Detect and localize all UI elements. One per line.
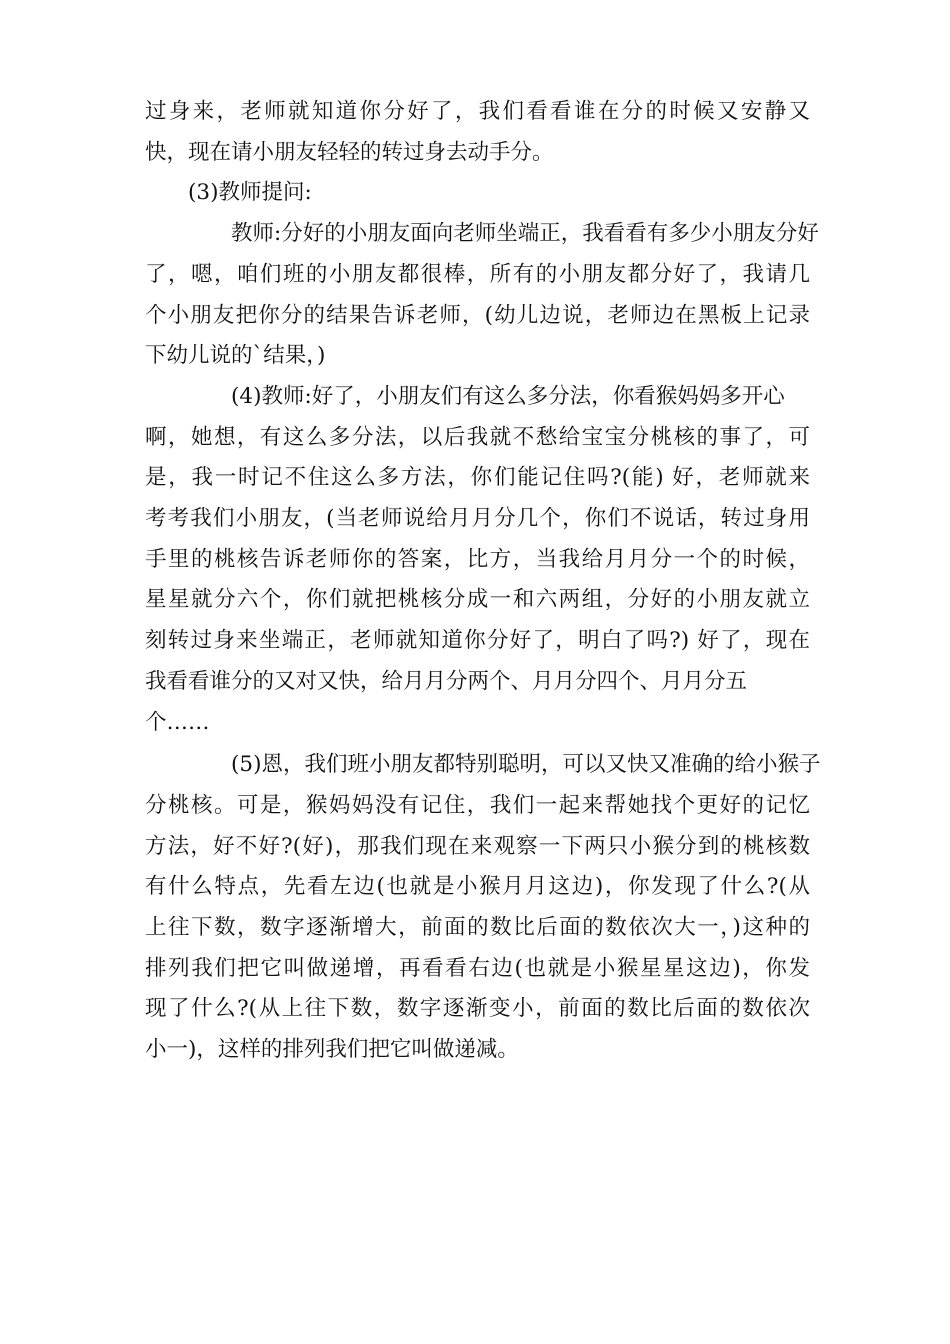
text-line: 过身来，老师就知道你分好了，我们看看谁在分的时候又安静又	[145, 99, 810, 124]
text-line: 小一)，这样的排列我们把它叫做递减。	[145, 1037, 519, 1063]
paragraph-3	[145, 214, 819, 377]
paragraph-4	[145, 377, 810, 743]
text-line: 考考我们小朋友，(当老师说给月月分几个，你们不说话，转过身用	[145, 506, 810, 532]
text-line: (5)恩，我们班小朋友都特别聪明，可以又快又准确的给小猴子	[231, 752, 821, 778]
text-line: 分桃核。可是，猴妈妈没有记住，我们一起来帮她找个更好的记忆	[145, 792, 810, 818]
document-body	[145, 92, 821, 1071]
text-line: 手里的桃核告诉老师你的答案，比方，当我给月月分一个的时候，	[145, 546, 810, 572]
paragraph-1	[145, 92, 810, 173]
text-line: 了，嗯，咱们班的小朋友都很棒，所有的小朋友都分好了，我请几	[145, 261, 810, 287]
text-line: (3)教师提问:	[188, 180, 312, 206]
text-line: 快，现在请小朋友轻轻的转过身去动手分。	[145, 139, 554, 165]
text-line: 啊，她想，有这么多分法，以后我就不愁给宝宝分桃核的事了，可	[145, 424, 810, 450]
paragraph-2	[145, 173, 810, 214]
text-line: 星星就分六个，你们就把桃核分成一和六两组，分好的小朋友就立	[145, 587, 810, 613]
text-line: 方法，好不好?(好)，那我们现在来观察一下两只小猴分到的桃核数	[145, 833, 810, 859]
paragraph-5	[145, 745, 821, 1071]
text-line: 刻转过身来坐端正，老师就知道你分好了，明白了吗?) 好了，现在	[145, 628, 810, 654]
text-line: 下幼儿说的`结果，)	[145, 343, 326, 369]
text-line: 是，我一时记不住这么多方法，你们能记住吗?(能) 好，老师就来	[145, 465, 810, 491]
text-line: 教师:分好的小朋友面向老师坐端正，我看看有多少小朋友分好	[231, 221, 819, 247]
text-line: 我看看谁分的又对又快，给月月分两个、月月分四个、月月分五	[145, 668, 748, 694]
text-line: 排列我们把它叫做递增，再看看右边(也就是小猴星星这边)，你发	[145, 955, 810, 981]
text-line: 上往下数，数字逐渐增大，前面的数比后面的数依次大一，)这种的	[145, 915, 810, 941]
text-line: 个小朋友把你分的结果告诉老师，(幼儿边说，老师边在黑板上记录	[145, 302, 810, 328]
text-line: 现了什么?(从上往下数，数字逐渐变小，前面的数比后面的数依次	[145, 996, 810, 1022]
text-line: (4)教师:好了，小朋友们有这么多分法，你看猴妈妈多开心	[231, 383, 785, 409]
text-line: 有什么特点，先看左边(也就是小猴月月这边)，你发现了什么?(从	[145, 874, 810, 900]
text-line: 个……	[145, 709, 210, 735]
